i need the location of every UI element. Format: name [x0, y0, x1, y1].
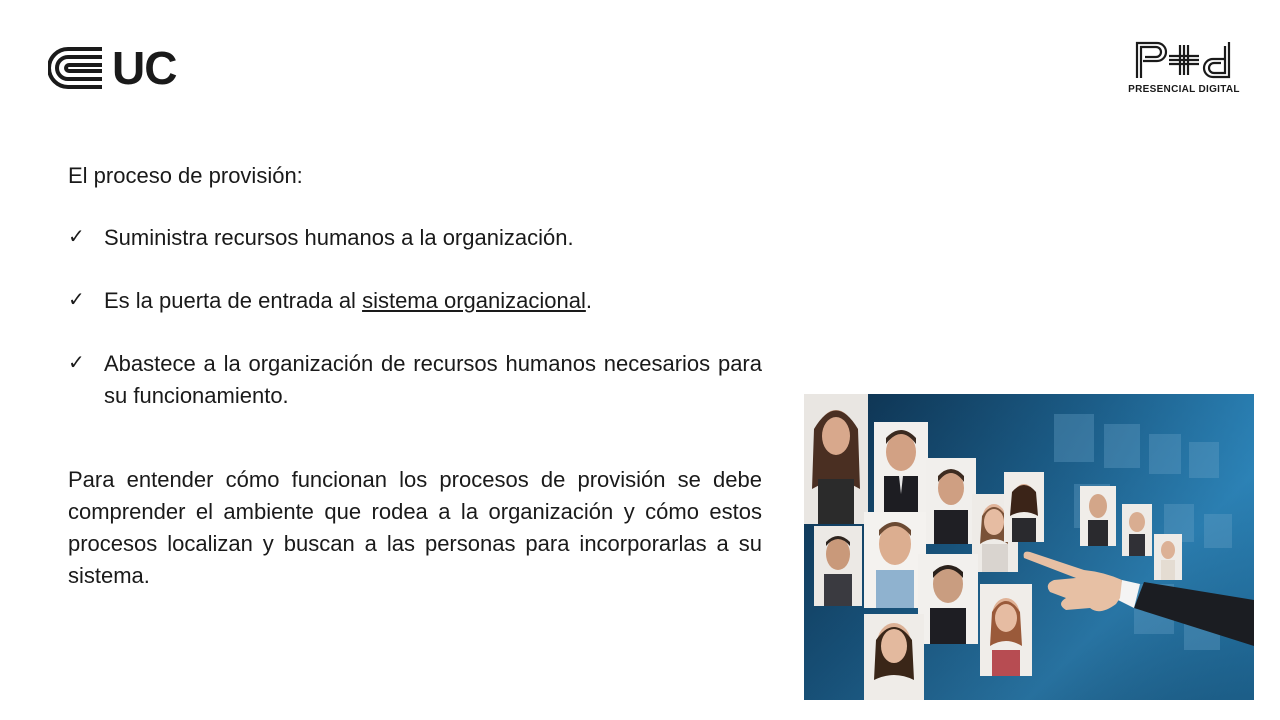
uc-logo — [48, 42, 177, 94]
intro-heading: El proceso de provisión: — [68, 163, 303, 188]
checkmark-icon: ✓ — [68, 289, 85, 311]
bullet-list — [68, 222, 762, 412]
sistema-organizacional-link[interactable]: sistema organizacional — [362, 288, 586, 313]
ptd-logo-caption: PRESENCIAL DIGITAL — [1128, 84, 1240, 95]
bullet-text: Abastece a la organización de recursos humanos necesarios para su funcionamiento. — [104, 351, 762, 408]
bullet-text: Suministra recursos humanos a la organización. — [104, 225, 574, 250]
bullet-text-before: Es la puerta de entrada al — [104, 288, 363, 313]
checkmark-icon: ✓ — [68, 352, 85, 374]
bullet-text-after: . — [585, 288, 592, 313]
bullet-item — [68, 348, 762, 412]
body-paragraph: Para entender cómo funcionan los procesos de provisión se debe comprender el ambiente que rodea a la organización y cómo estos procesos localizan y buscan a las personas para incorporarlas a su sistema. — [68, 467, 762, 588]
content-block — [68, 160, 762, 614]
bullet-item — [68, 285, 762, 317]
uc-logo-text: UC — [112, 42, 177, 94]
uc-emblem-icon — [48, 47, 104, 89]
people-portraits-illustration — [804, 394, 1254, 700]
ptd-emblem-icon — [1135, 40, 1233, 80]
checkmark-icon: ✓ — [68, 226, 85, 248]
people-grid-photo — [804, 394, 1254, 700]
bullet-item — [68, 222, 762, 254]
ptd-logo — [1128, 40, 1240, 95]
